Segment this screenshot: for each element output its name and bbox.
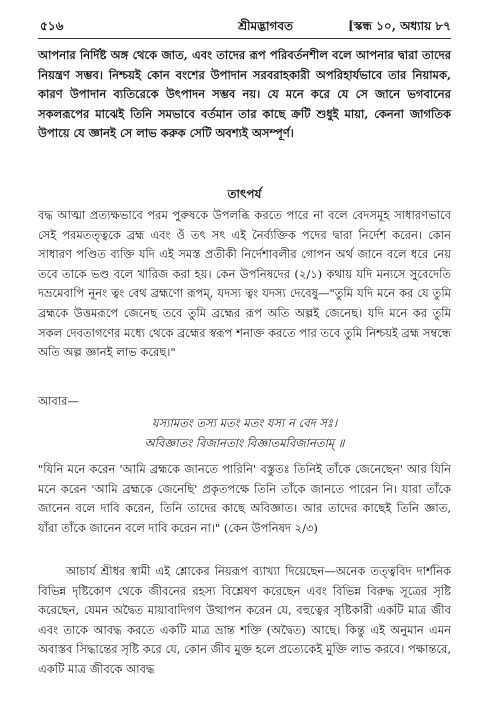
book-title: শ্রীমদ্ভাগবত bbox=[238, 19, 294, 33]
again-label: আবার— bbox=[38, 394, 79, 408]
verse-line-2: অবিজ্ঞাতং বিজানতাং বিজ্ঞাতমবিজানতাম্ ॥ bbox=[144, 436, 345, 450]
header-rule bbox=[38, 38, 451, 39]
purport-paragraph-2: আচার্য শ্রীধর স্বামী এই শ্লোকের নিয়রূপ ব্যাখ্যা দিয়েছেন—অনেক তত্ত্ববিদ দার্শনিক বিভিন্ন দৃষ্টিকোণ থেকে জীবনের রহস্য বিশ্লেষণ করেছেন এবং বিভিন্ন বিরুদ্ধ সূত্রের সৃষ্টি করেছেন, যেমন অদ্বৈত মায়াবাদিগণ উত্থাপন করেন যে, বহুত্বের সৃষ্টিকারী একটি মাত্র জীব এবং তাকে আবদ্ধ করতে একটি মাত্র ভ্রান্ত শক্তি (অদ্বৈত) আছে। কিন্তু এই অনুমান এমন অবাস্তব সিদ্ধান্তের সৃষ্টি করে যে, কোন জীব মুক্ত হলে প্রত্যেকেই মুক্তি লাভ করবে। পক্ষান্তরে, একটি মাত্র জীবকে আবদ্ধ bbox=[38, 564, 451, 676]
chapter-reference: [স্কন্ধ ১০, অধ্যায় ৮৭ bbox=[348, 19, 451, 33]
translation-text: আপনার নির্দিষ্ট অঙ্গ থেকে জাত, এবং তাদের রূপ পরিবর্তনশীল বলে আপনার দ্বারা তাদের নিয়ন্ত্রণ সম্ভব। নিশ্চয়ই কোন বংশের উপাদান সরবরাহকারী অপরিহার্যভাবে তার নিয়ামক, কারণ উপাদান ব্যতিরেকে উৎপাদন সম্ভব নয়। যে মনে করে যে সে জানে ভগবানের সকলরূপের মাঝেই তিনি সমভাবে বর্তমান তার কাছে ক্রটি শুধুই মায়া, কেননা জাগতিক উপায়ে যে জ্ঞানই সে লাভ করুক সেটি অবশ্যই অসম্পূর্ণ। bbox=[38, 48, 451, 141]
purport-heading: তাৎপর্য bbox=[227, 187, 262, 201]
page-header bbox=[38, 16, 451, 38]
verse-translation: "যিনি মনে করেন 'আমি ব্রহ্মকে জানতে পারিনি' বস্তুতঃ তিনিই তাঁকে জেনেছেন' আর যিনি মনে করেন 'আমি ব্রহ্মকে জেনেছি' প্রকৃতপক্ষে তিনি তাঁকে জানতে পারেন নি। যারা তাঁকে জানেন বলে দাবি করেন, তিনি তাদের কাছে অবিজ্ঞাত। আর তাদের কাছেই তিনি জ্ঞাত, যাঁরা তাঁকে জানেন বলে দাবি করেন না।" (কেন উপনিষদ ২/৩) bbox=[38, 462, 451, 535]
purport-paragraph-1: বদ্ধ আত্মা প্রত্যক্ষভাবে পরম পুরুষকে উপলব্ধি করতে পারে না বলে বেদসমূহ সাধারণভাবে সেই পরমতত্ত্বকে ব্রহ্ম এবং ওঁ তৎ সৎ এই নৈর্ব্যক্তিক পদের দ্বারা নির্দেশ করেন। কোন সাধারণ পণ্ডিত ব্যক্তি যদি এই সমস্ত প্রতীকী নির্দেশাবলীর গোপন অর্থ জানে বলে ধরে নেয় তবে তাকে ভণ্ড বলে খারিজ করা হয়। কেন উপনিষদের (২/১) কথায় যদি মন্যসে সুবেদেতি দভ্রমেবাপি নূনং ত্বং বেথ ব্রহ্মণো রূপম্, যদস্য ত্বং যদস্য দেবেষু—"তুমি যদি মনে কর যে তুমি ব্রহ্মকে উত্তমরূপে জেনেছ তবে তুমি ব্রহ্মের রূপ অতি অল্পই জেনেছ। যদি মনে কর তুমি সকল দেবতাগণের মধ্যে থেকে ব্রহ্মের স্বরূপ শনাক্ত করতে পার তবে তুমি নিশ্চয়ই ব্রহ্ম সম্বন্ধে অতি অল্প জ্ঞানই লাভ করেছ।" bbox=[38, 208, 451, 360]
page-number: ৫১৬ bbox=[40, 19, 64, 33]
verse-line-1: যস্যামতং তস্য মতং মতং যস্য ন বেদ সঃ। bbox=[151, 416, 338, 430]
